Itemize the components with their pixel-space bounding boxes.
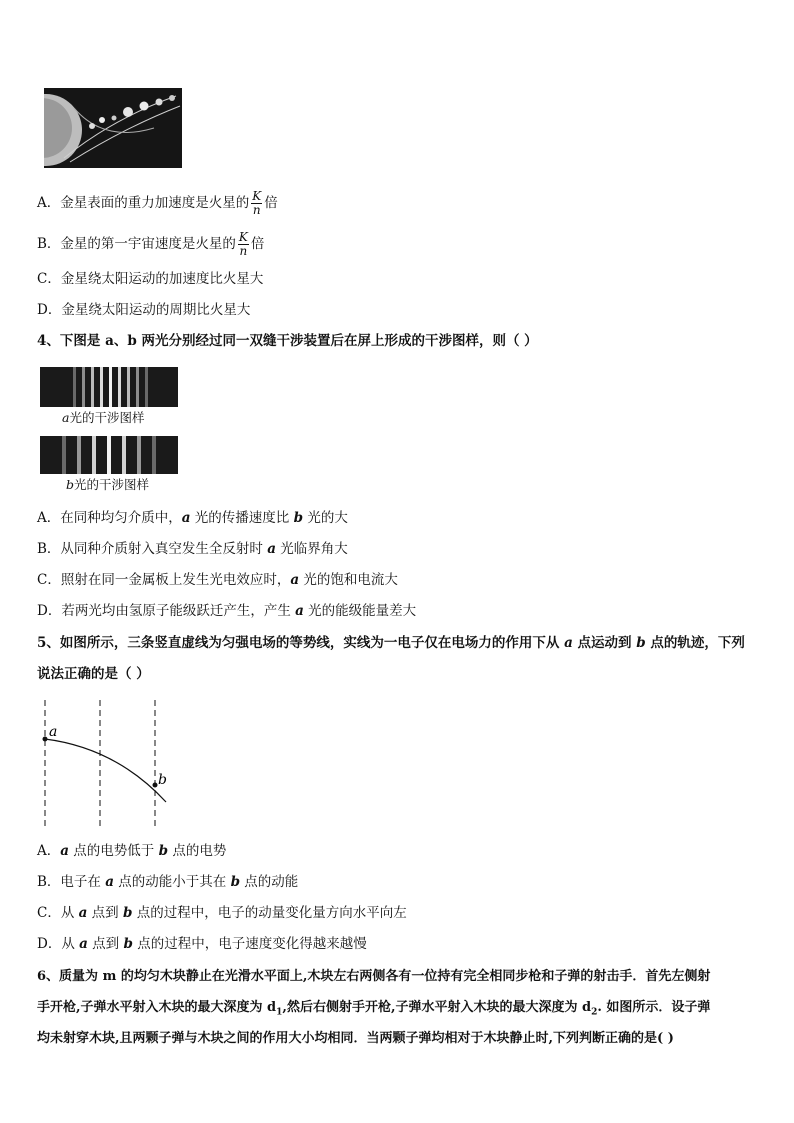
interference-pattern-a xyxy=(40,367,178,407)
q6-line1: 6、质量为 m 的均匀木块静止在光滑水平面上,木块左右两侧各有一位持有完全相同步枪和子弹的射击手．首先左侧射 xyxy=(37,969,711,984)
q5-stem: 5、如图所示，三条竖直虚线为匀强电场的等势线，实线为一电子仅在电场力的作用下从 a 点运动到 b 点的轨迹，下列 xyxy=(37,635,745,651)
q5-option-a: A．a 点的电势低于 b 点的电势 xyxy=(37,843,227,859)
fraction-k-over-n: $\frac{K}{n}$ xyxy=(252,189,262,217)
caption-a: a光的干涉图样 xyxy=(62,410,145,425)
option-text: A．金星表面的重力加速度是火星的 xyxy=(37,195,250,211)
q4-option-a: A．在同种均匀介质中，a 光的传播速度比 b 光的大 xyxy=(37,510,348,526)
caption-b: b光的干涉图样 xyxy=(66,477,150,492)
q6-line3: 均未射穿木块,且两颗子弹与木块之间的作用大小均相同．当两颗子弹均相对于木块静止时,下列判断正确的是( ) xyxy=(37,1031,674,1046)
q3-option-d: D．金星绕太阳运动的周期比火星大 xyxy=(37,302,251,318)
q4-option-d: D．若两光均由氢原子能级跃迁产生，产生 a 光的能级能量差大 xyxy=(37,603,417,619)
q3-option-b: B．金星的第一宇宙速度是火星的 $\frac{K}{n}$ 倍 xyxy=(37,230,265,258)
q4-option-c: C．照射在同一金属板上发生光电效应时，a 光的饱和电流大 xyxy=(37,572,398,588)
fraction-k-over-n: $\frac{K}{n}$ xyxy=(238,230,248,258)
q4-option-b: B．从同种介质射入真空发生全反射时 a 光临界角大 xyxy=(37,541,348,557)
q3-option-a: A．金星表面的重力加速度是火星的 $\frac{K}{n}$ 倍 xyxy=(37,189,278,217)
interference-pattern-b xyxy=(40,436,178,474)
point-b xyxy=(153,783,158,788)
q4-stem: 4、下图是 a、b 两光分别经过同一双缝干涉装置后在屏上形成的干涉图样，则（ ） xyxy=(37,333,538,349)
q3-option-c: C．金星绕太阳运动的加速度比火星大 xyxy=(37,271,264,287)
label-b: b xyxy=(158,772,167,788)
q5-option-b: B．电子在 a 点的动能小于其在 b 点的动能 xyxy=(37,874,299,890)
q5-option-d: D．从 a 点到 b 点的过程中，电子速度变化得越来越慢 xyxy=(37,936,367,952)
option-text: B．金星的第一宇宙速度是火星的 xyxy=(37,236,236,252)
trajectory-curve xyxy=(45,739,166,802)
q5-option-c: C．从 a 点到 b 点的过程中，电子的动量变化量方向水平向左 xyxy=(37,905,407,921)
point-a xyxy=(43,737,48,742)
q5-stem-line2: 说法正确的是（ ） xyxy=(37,666,150,682)
electric-field-figure xyxy=(36,698,176,828)
q6-line2: 手开枪,子弹水平射入木块的最大深度为 $d_1$,然后右侧射手开枪,子弹水平射入木块的最大深度为 $d_2$. 如图所示．设子弹 xyxy=(37,1000,711,1018)
solar-system-figure xyxy=(44,88,182,168)
label-a: a xyxy=(49,724,58,740)
